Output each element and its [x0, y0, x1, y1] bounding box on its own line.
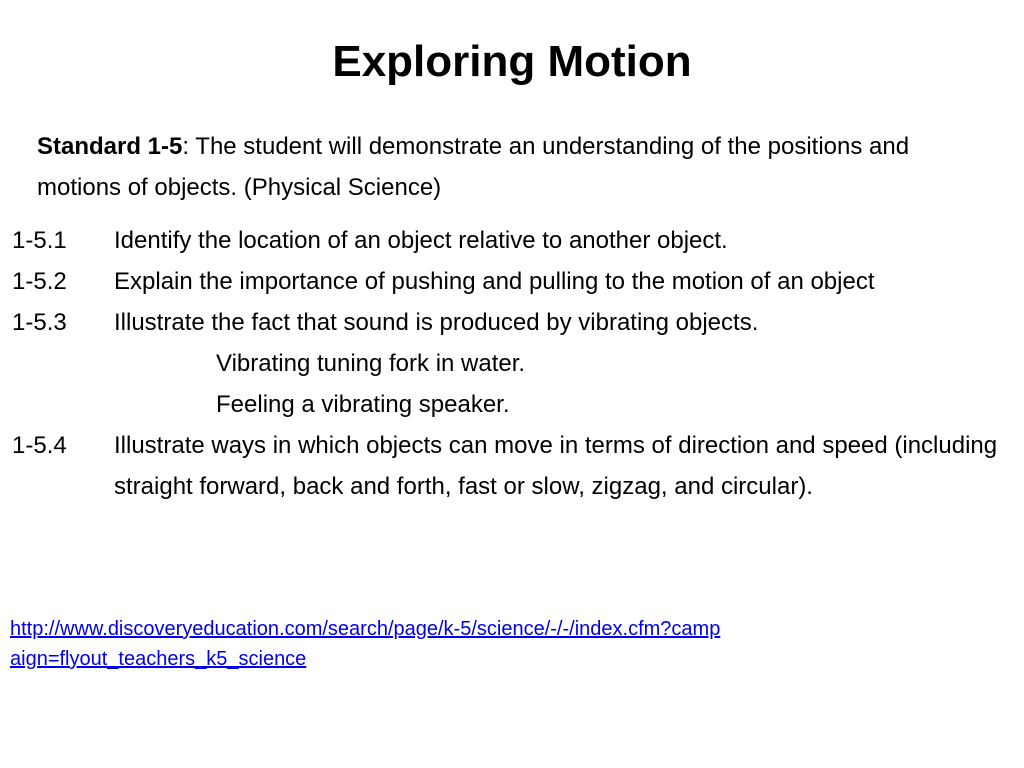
discovery-education-link[interactable]: http://www.discoveryeducation.com/search/page/k-5/science/-/-/index.cfm?campaign=flyout_teachers_k5_science — [10, 618, 721, 670]
objective-item — [12, 302, 1012, 343]
objective-text: Illustrate ways in which objects can move in terms of direction and speed (including straight forward, back and forth, fast or slow, zigzag, and circular). — [114, 432, 998, 500]
slide-title: Exploring Motion — [332, 37, 692, 86]
objective-text: Illustrate the fact that sound is produced by vibrating objects. — [114, 309, 759, 336]
objective-text: Explain the importance of pushing and pulling to the motion of an object — [114, 268, 875, 295]
standard-text: : The student will demonstrate an understanding of the positions and motions of objects. (Physical Science) — [37, 133, 910, 201]
objective-number: 1-5.4 — [12, 432, 67, 459]
objective-number: 1-5.3 — [12, 309, 67, 336]
standard-statement — [37, 126, 957, 208]
objective-example: Feeling a vibrating speaker. — [216, 391, 510, 418]
objectives-list — [12, 220, 1012, 507]
objective-example: Vibrating tuning fork in water. — [216, 350, 526, 377]
objective-text: Identify the location of an object relative to another object. — [114, 227, 728, 254]
standard-label: Standard 1-5 — [37, 133, 183, 160]
objective-number: 1-5.2 — [12, 268, 67, 295]
objective-item — [12, 425, 1012, 507]
objective-item — [12, 220, 1012, 261]
objective-item — [12, 261, 1012, 302]
objective-number: 1-5.1 — [12, 227, 67, 254]
